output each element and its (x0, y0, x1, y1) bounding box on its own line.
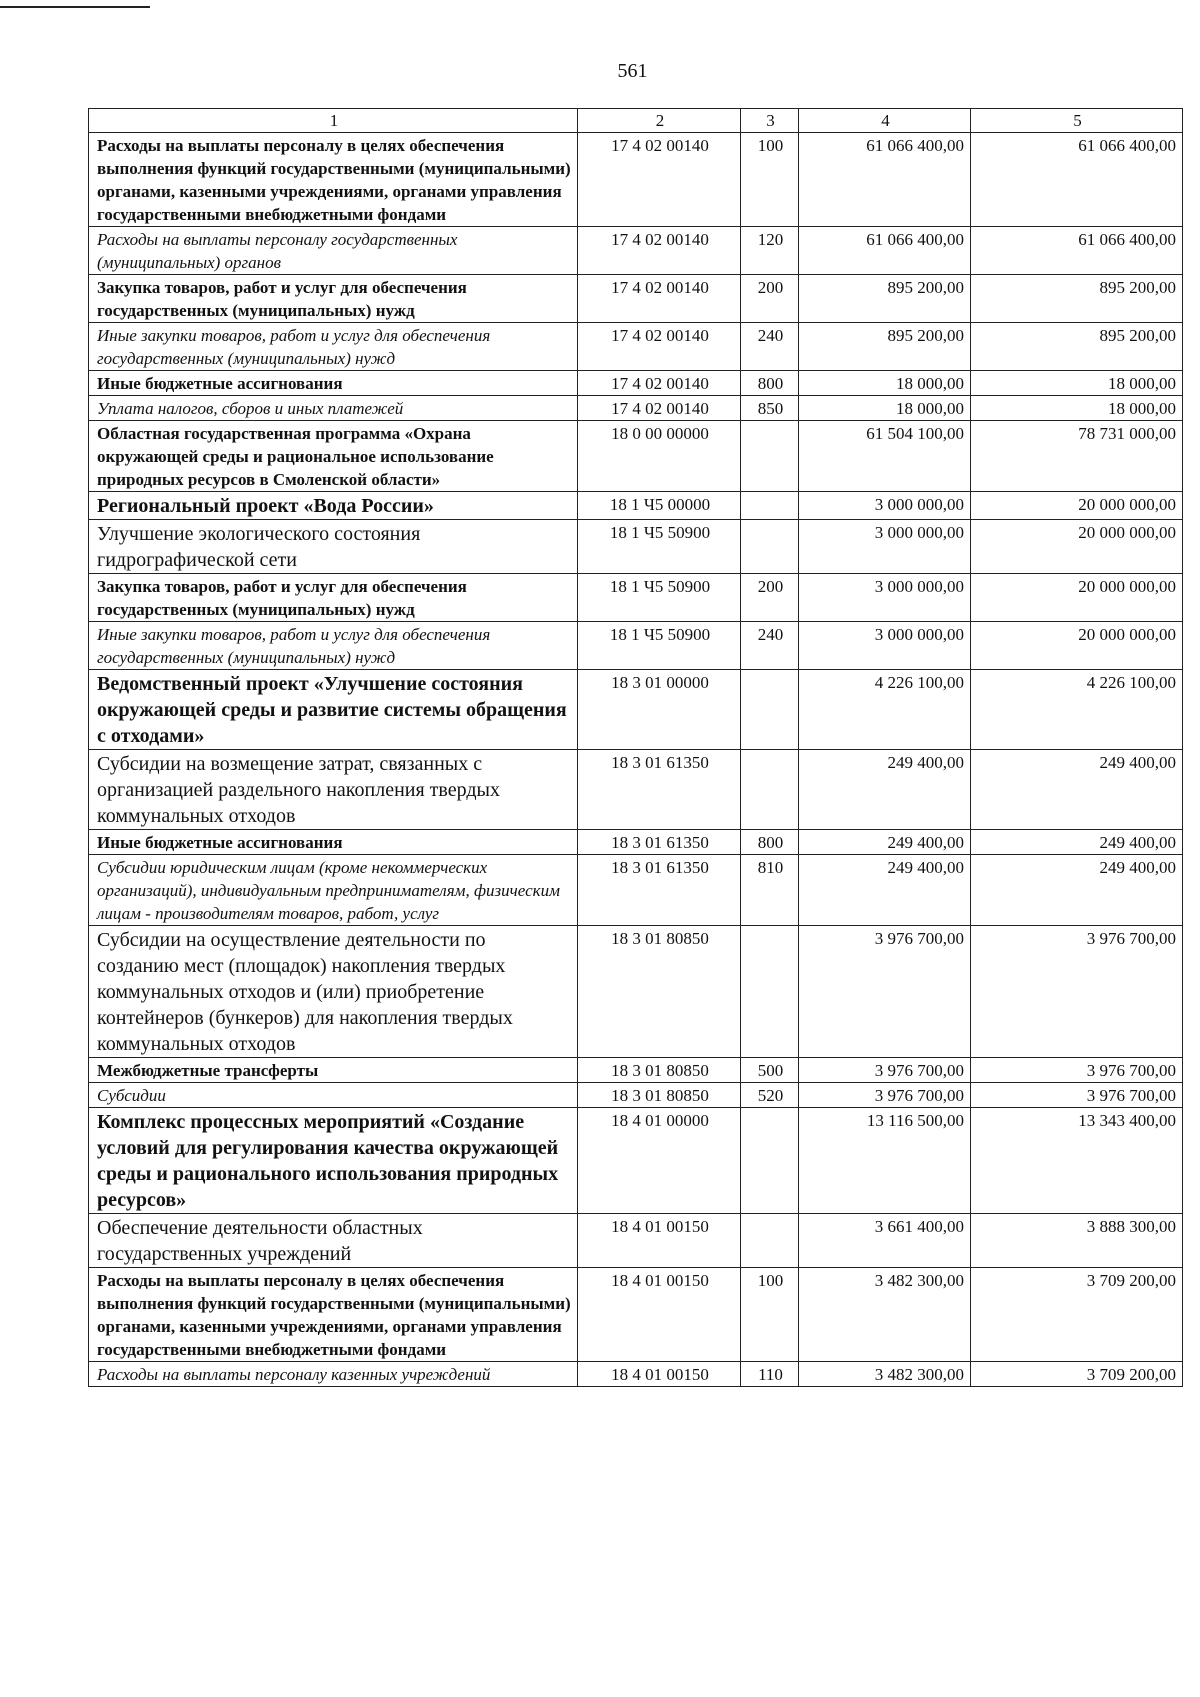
row-type-cell: 810 (741, 855, 799, 926)
row-sum1-cell: 895 200,00 (799, 323, 971, 371)
row-type-cell: 500 (741, 1058, 799, 1083)
table-row (89, 574, 1183, 622)
column-header-1: 1 (89, 109, 578, 133)
table-row (89, 1268, 1183, 1362)
table-row (89, 750, 1183, 830)
row-sum1-cell: 249 400,00 (799, 855, 971, 926)
row-type-cell: 800 (741, 830, 799, 855)
row-name-cell: Обеспечение деятельности областных государственных учреждений (89, 1214, 578, 1268)
row-sum1-cell: 3 661 400,00 (799, 1214, 971, 1268)
row-code-cell: 18 1 Ч5 00000 (578, 492, 741, 520)
row-name-cell: Иные закупки товаров, работ и услуг для обеспечения государственных (муниципальных) нужд (89, 323, 578, 371)
table-row (89, 421, 1183, 492)
row-name-cell: Ведомственный проект «Улучшение состояния окружающей среды и развитие системы обращения с отходами» (89, 670, 578, 750)
row-code-cell: 18 4 01 00000 (578, 1108, 741, 1214)
row-type-cell: 850 (741, 396, 799, 421)
row-name-cell: Улучшение экологического состояния гидрографической сети (89, 520, 578, 574)
table-row (89, 323, 1183, 371)
row-type-cell: 240 (741, 323, 799, 371)
row-type-cell (741, 926, 799, 1058)
row-sum1-cell: 895 200,00 (799, 275, 971, 323)
row-sum2-cell: 3 888 300,00 (971, 1214, 1183, 1268)
row-type-cell: 200 (741, 574, 799, 622)
row-sum1-cell: 249 400,00 (799, 830, 971, 855)
row-name-cell: Субсидии юридическим лицам (кроме некоммерческих организаций), индивидуальным предпринимателям, физическим лицам - производителям товаров, работ, услуг (89, 855, 578, 926)
row-name-cell: Расходы на выплаты персоналу в целях обеспечения выполнения функций государственными (муниципальными) органами, казенными учреждениями, органами управления государственными внебюджетными фондами (89, 133, 578, 227)
row-type-cell: 120 (741, 227, 799, 275)
row-type-cell (741, 1214, 799, 1268)
row-type-cell (741, 670, 799, 750)
table-row (89, 1058, 1183, 1083)
row-type-cell: 800 (741, 371, 799, 396)
table-row (89, 396, 1183, 421)
header-row (89, 109, 1183, 133)
row-sum2-cell: 20 000 000,00 (971, 520, 1183, 574)
budget-table (88, 108, 1183, 1387)
row-name-cell: Иные бюджетные ассигнования (89, 830, 578, 855)
row-sum2-cell: 249 400,00 (971, 855, 1183, 926)
row-sum2-cell: 78 731 000,00 (971, 421, 1183, 492)
row-code-cell: 18 3 01 80850 (578, 1083, 741, 1108)
row-name-cell: Субсидии на осуществление деятельности по созданию мест (площадок) накопления твердых коммунальных отходов и (или) приобретение контейнеров (бункеров) для накопления твердых коммунальных отходов (89, 926, 578, 1058)
row-name-cell: Расходы на выплаты персоналу в целях обеспечения выполнения функций государственными (муниципальными) органами, казенными учреждениями, органами управления государственными внебюджетными фондами (89, 1268, 578, 1362)
table-row (89, 1214, 1183, 1268)
row-code-cell: 18 1 Ч5 50900 (578, 622, 741, 670)
row-sum1-cell: 61 504 100,00 (799, 421, 971, 492)
row-name-cell: Расходы на выплаты персоналу государственных (муниципальных) органов (89, 227, 578, 275)
row-code-cell: 18 4 01 00150 (578, 1214, 741, 1268)
row-code-cell: 18 3 01 80850 (578, 1058, 741, 1083)
row-sum2-cell: 20 000 000,00 (971, 622, 1183, 670)
row-sum2-cell: 895 200,00 (971, 323, 1183, 371)
row-name-cell: Расходы на выплаты персоналу казенных учреждений (89, 1362, 578, 1387)
row-sum2-cell: 18 000,00 (971, 396, 1183, 421)
row-type-cell (741, 492, 799, 520)
column-header-2: 2 (578, 109, 741, 133)
row-type-cell (741, 1108, 799, 1214)
row-sum2-cell: 20 000 000,00 (971, 574, 1183, 622)
row-sum1-cell: 4 226 100,00 (799, 670, 971, 750)
row-name-cell: Региональный проект «Вода России» (89, 492, 578, 520)
row-sum1-cell: 3 976 700,00 (799, 1083, 971, 1108)
row-sum1-cell: 3 976 700,00 (799, 926, 971, 1058)
row-sum2-cell: 20 000 000,00 (971, 492, 1183, 520)
row-sum1-cell: 61 066 400,00 (799, 133, 971, 227)
row-sum2-cell: 13 343 400,00 (971, 1108, 1183, 1214)
row-sum2-cell: 61 066 400,00 (971, 133, 1183, 227)
corner-mark (0, 0, 150, 8)
row-sum2-cell: 3 976 700,00 (971, 926, 1183, 1058)
row-name-cell: Комплекс процессных мероприятий «Создание условий для регулирования качества окружающей среды и рационального использования природных ресурсов» (89, 1108, 578, 1214)
table-row (89, 371, 1183, 396)
row-code-cell: 18 3 01 61350 (578, 750, 741, 830)
row-sum1-cell: 13 116 500,00 (799, 1108, 971, 1214)
column-header-5: 5 (971, 109, 1183, 133)
table-row (89, 622, 1183, 670)
row-name-cell: Уплата налогов, сборов и иных платежей (89, 396, 578, 421)
row-sum1-cell: 3 976 700,00 (799, 1058, 971, 1083)
table-row (89, 670, 1183, 750)
table-row (89, 492, 1183, 520)
row-code-cell: 18 4 01 00150 (578, 1268, 741, 1362)
row-type-cell: 200 (741, 275, 799, 323)
row-type-cell: 100 (741, 1268, 799, 1362)
row-sum1-cell: 3 000 000,00 (799, 574, 971, 622)
row-sum2-cell: 3 709 200,00 (971, 1362, 1183, 1387)
row-code-cell: 18 3 01 80850 (578, 926, 741, 1058)
row-code-cell: 18 0 00 00000 (578, 421, 741, 492)
row-sum2-cell: 895 200,00 (971, 275, 1183, 323)
row-code-cell: 18 1 Ч5 50900 (578, 520, 741, 574)
table-row (89, 855, 1183, 926)
table-row (89, 227, 1183, 275)
row-name-cell: Субсидии (89, 1083, 578, 1108)
row-name-cell: Закупка товаров, работ и услуг для обеспечения государственных (муниципальных) нужд (89, 275, 578, 323)
row-sum2-cell: 61 066 400,00 (971, 227, 1183, 275)
row-sum2-cell: 3 709 200,00 (971, 1268, 1183, 1362)
row-code-cell: 17 4 02 00140 (578, 275, 741, 323)
row-code-cell: 17 4 02 00140 (578, 323, 741, 371)
table-row (89, 520, 1183, 574)
table-row (89, 1083, 1183, 1108)
row-type-cell (741, 520, 799, 574)
row-sum2-cell: 249 400,00 (971, 750, 1183, 830)
row-name-cell: Межбюджетные трансферты (89, 1058, 578, 1083)
row-sum1-cell: 3 482 300,00 (799, 1362, 971, 1387)
row-sum1-cell: 18 000,00 (799, 396, 971, 421)
row-type-cell: 240 (741, 622, 799, 670)
row-name-cell: Областная государственная программа «Охрана окружающей среды и рациональное использование природных ресурсов в Смоленской области» (89, 421, 578, 492)
row-sum1-cell: 61 066 400,00 (799, 227, 971, 275)
table-row (89, 926, 1183, 1058)
table-row (89, 1362, 1183, 1387)
row-code-cell: 17 4 02 00140 (578, 227, 741, 275)
row-name-cell: Иные закупки товаров, работ и услуг для обеспечения государственных (муниципальных) нужд (89, 622, 578, 670)
table-row (89, 275, 1183, 323)
column-header-4: 4 (799, 109, 971, 133)
row-type-cell: 110 (741, 1362, 799, 1387)
row-code-cell: 18 3 01 61350 (578, 855, 741, 926)
row-type-cell: 520 (741, 1083, 799, 1108)
row-sum1-cell: 249 400,00 (799, 750, 971, 830)
row-sum1-cell: 3 000 000,00 (799, 520, 971, 574)
row-sum2-cell: 4 226 100,00 (971, 670, 1183, 750)
row-sum2-cell: 3 976 700,00 (971, 1058, 1183, 1083)
row-name-cell: Субсидии на возмещение затрат, связанных с организацией раздельного накопления твердых коммунальных отходов (89, 750, 578, 830)
row-name-cell: Закупка товаров, работ и услуг для обеспечения государственных (муниципальных) нужд (89, 574, 578, 622)
row-sum2-cell: 249 400,00 (971, 830, 1183, 855)
table-row (89, 830, 1183, 855)
row-type-cell (741, 421, 799, 492)
row-sum1-cell: 3 000 000,00 (799, 492, 971, 520)
column-header-3: 3 (741, 109, 799, 133)
row-name-cell: Иные бюджетные ассигнования (89, 371, 578, 396)
table-row (89, 133, 1183, 227)
row-sum1-cell: 18 000,00 (799, 371, 971, 396)
row-code-cell: 18 3 01 61350 (578, 830, 741, 855)
row-type-cell (741, 750, 799, 830)
row-code-cell: 17 4 02 00140 (578, 371, 741, 396)
row-code-cell: 17 4 02 00140 (578, 396, 741, 421)
row-sum1-cell: 3 482 300,00 (799, 1268, 971, 1362)
row-type-cell: 100 (741, 133, 799, 227)
table-row (89, 1108, 1183, 1214)
row-code-cell: 18 4 01 00150 (578, 1362, 741, 1387)
row-code-cell: 17 4 02 00140 (578, 133, 741, 227)
row-sum1-cell: 3 000 000,00 (799, 622, 971, 670)
page-number: 561 (617, 60, 648, 82)
row-code-cell: 18 3 01 00000 (578, 670, 741, 750)
table-body (89, 133, 1183, 1387)
row-sum2-cell: 3 976 700,00 (971, 1083, 1183, 1108)
row-sum2-cell: 18 000,00 (971, 371, 1183, 396)
row-code-cell: 18 1 Ч5 50900 (578, 574, 741, 622)
